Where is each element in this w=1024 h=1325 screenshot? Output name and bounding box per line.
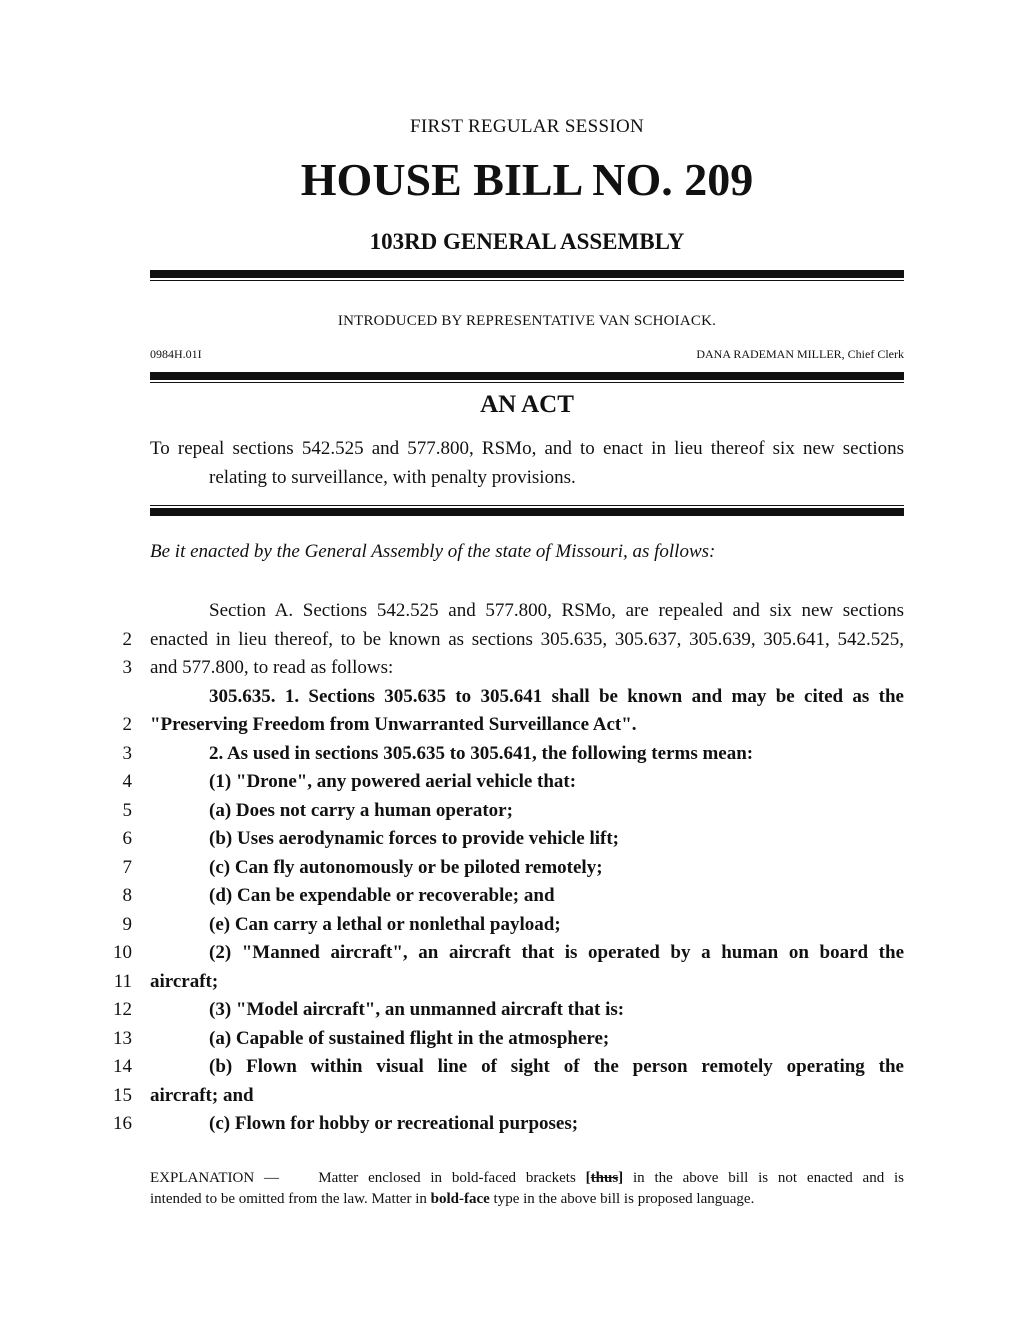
body-line: 2. As used in sections 305.635 to 305.641, the following terms mean: [209,743,754,764]
line-number: 6 [122,828,132,849]
act-title [150,434,904,492]
body-line: 305.635. 1. Sections 305.635 to 305.641 shall be known and may be cited as the [209,686,904,707]
line-number: 16 [113,1113,132,1134]
line-number: 3 [122,743,132,764]
line-number: 15 [113,1085,132,1106]
header-rule [150,270,904,281]
body-line: and 577.800, to read as follows: [150,657,394,678]
session-label: FIRST REGULAR SESSION [410,116,644,137]
line-number: 4 [122,771,132,792]
body-line: Section A. Sections 542.525 and 577.800, RSMo, are repealed and six new sections [209,600,904,621]
explanation-text: Matter enclosed in bold-faced brackets [318,1170,576,1186]
introduced-by: INTRODUCED BY REPRESENTATIVE VAN SCHOIACK. [337,313,717,329]
chief-clerk: DANA RADEMAN MILLER, Chief Clerk [696,347,904,361]
bracket-open: [ [585,1170,591,1186]
line-number: 9 [122,914,132,935]
line-number: 11 [113,971,132,992]
explanation-note [150,1168,904,1210]
body-line: (1) "Drone", any powered aerial vehicle that: [209,771,577,792]
lr-number: 0984H.01I [150,347,202,361]
body-line: (a) Does not carry a human operator; [209,800,513,821]
body-line: (2) "Manned aircraft", an aircraft that is operated by a human on board the [209,942,904,963]
line-number: 2 [122,714,132,735]
body-line: "Preserving Freedom from Unwarranted Surveillance Act". [150,714,637,735]
explanation-text: type in the above bill is proposed language. [493,1191,755,1207]
body-line: (b) Flown within visual line of sight of the person remotely operating the [209,1056,904,1077]
body-line: (3) "Model aircraft", an unmanned aircraft that is: [209,999,625,1020]
body-line: (e) Can carry a lethal or nonlethal payload; [209,914,561,935]
body-line: (a) Capable of sustained flight in the atmosphere; [209,1028,610,1049]
line-number: 13 [113,1028,132,1049]
explanation-text: intended to be omitted from the law. Matter in [150,1191,427,1207]
act-heading: AN ACT [480,391,574,418]
body-line: enacted in lieu thereof, to be known as sections 305.635, 305.637, 305.639, 305.641, 542.525, [150,629,904,650]
assembly-label: 103RD GENERAL ASSEMBLY [369,229,685,254]
body-line: (c) Flown for hobby or recreational purposes; [209,1113,579,1134]
bold-example: bold-face [430,1191,490,1207]
explanation-label: EXPLANATION — [150,1170,279,1186]
explanation-text: in the above bill is not enacted and is [633,1170,905,1186]
line-number: 5 [122,800,132,821]
line-number: 10 [113,942,132,963]
title-rule [150,505,904,516]
body-line: (c) Can fly autonomously or be piloted remotely; [209,857,603,878]
line-number: 3 [122,657,132,678]
bill-title: HOUSE BILL NO. 209 [300,154,754,205]
act-title-line-2: relating to surveillance, with penalty provisions. [209,467,576,488]
line-number: 2 [122,629,132,650]
line-number: 8 [122,885,132,906]
line-number: 7 [122,857,132,878]
struck-example: thus [590,1170,619,1186]
act-title-line-1: To repeal sections 542.525 and 577.800, RSMo, and to enact in lieu thereof six new sections [150,438,904,459]
body-line: (d) Can be expendable or recoverable; and [209,885,555,906]
clerk-rule [150,372,904,383]
line-number: 14 [113,1056,132,1077]
line-number: 12 [113,999,132,1020]
body-line: aircraft; and [150,1085,254,1106]
bracket-close: ] [618,1170,624,1186]
body-line: aircraft; [150,971,219,992]
enacting-clause: Be it enacted by the General Assembly of the state of Missouri, as follows: [150,541,716,562]
body-line: (b) Uses aerodynamic forces to provide vehicle lift; [209,828,620,849]
